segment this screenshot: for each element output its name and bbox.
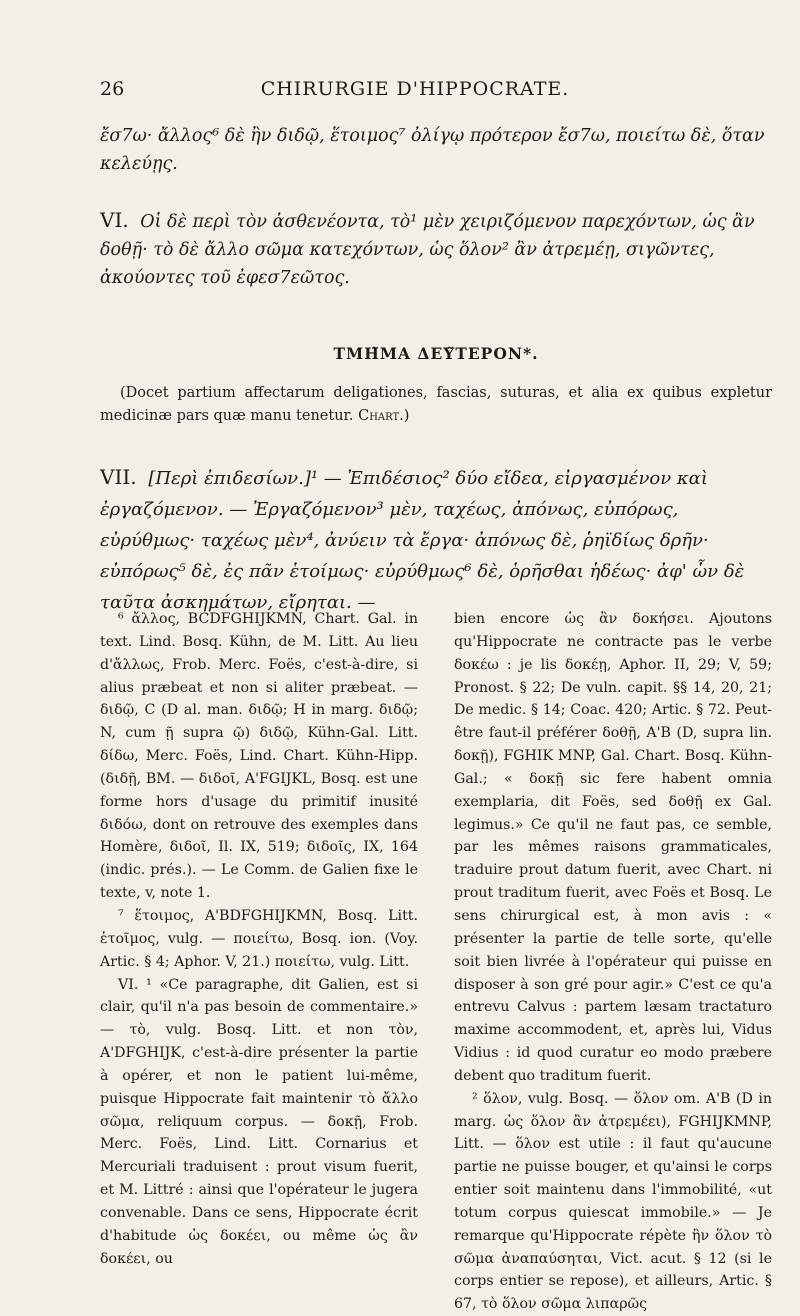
footnotes-right-column [454, 608, 772, 1316]
footnote: ² ὅλον, vulg. Bosq. — ὅλον om. A'B (D in marg. ὡς ὅλον ἂν ἀτρεμέει), FGHIJKMNP, Litt. — ὅλον est utile : il faut qu'aucune partie ne puisse bouger, et qu'ainsi le corps entier soit maintenu dans l'immobilité, «ut totum corpus quiescat immobile.» — Je remarque qu'Hippocrate répète ἢν ὅλον τὸ σῶμα ἀναπαύσηται, Vict. acut. § 12 (si le corps entier se repose), et ailleurs, Artic. § 67, τὸ ὅλον σῶμα λιπαρῶς [454, 1090, 772, 1313]
section-note-text: (Docet partium affectarum deligationes, fascias, suturas, et alia ex quibus expletur medicinæ pars quæ manu tenetur. [100, 385, 772, 424]
running-head: CHIRURGIE D'HIPPOCRATE. [260, 78, 570, 100]
section-note-chart: Chart. [358, 408, 404, 424]
footnotes [100, 608, 772, 1316]
greek-paragraph-1: ἔσ7ω· ἄλλος⁶ δὲ ἢν διδῷ, ἕτοιμος⁷ ὀλίγῳ πρότερον ἔσ7ω, ποιείτω δὲ, ὅταν κελεύῃς. [100, 126, 765, 174]
footnote: VI. ¹ «Ce paragraphe, dit Galien, est si clair, qu'il n'a pas besoin de commentaire.» — τὸ, vulg. Bosq. Litt. et non τὸν, A'DFGHIJK, c'est-à-dire présenter la partie à opérer, et non le patient lui-même, puisque Hippocrate fait maintenir τὸ ἄλλο σῶμα, reliquum corpus. — δοκῇ, Frob. Merc. Foës, Lind. Litt. Cornarius et Mercuriali traduisent : prout visum fuerit, et M. Littré : ainsi que l'opérateur le jugera convenable. Dans ce sens, Hippocrate écrit d'habitude ὡς δοκέει, ou même ὡς ἂν δοκέει, ou [100, 976, 418, 1267]
section-note-end: ) [403, 408, 410, 424]
page-header [100, 78, 770, 108]
section-note [100, 382, 772, 428]
footnotes-left-column [100, 608, 418, 1316]
section-vi [100, 206, 772, 292]
section-vi-text: Οἱ δὲ περὶ τὸν ἀσθενέοντα, τὸ¹ μὲν χειριζόμενον παρεχόντων, ὡς ἂν δοθῇ· τὸ δὲ ἄλλο σῶμα κατεχόντων, ὡς ὅλον² ἂν ἀτρεμέῃ, σιγῶντες, ἀκούοντες τοῦ ἐφεσ7εῶτος. [100, 212, 755, 288]
footnote: ⁷ ἕτοιμος, A'BDFGHIJKMN, Bosq. Litt. ἑτοῖμος, vulg. — ποιείτω, Bosq. ion. (Voy. Artic. § 4; Aphor. V, 21.) ποιείτω, vulg. Litt. [100, 907, 418, 970]
section-vii-text: [Περὶ ἐπιδεσίων.]¹ — Ἐπιδέσιος² δύο εἴδεα, εἰργασμένον καὶ ἐργαζόμενον. — Ἐργαζόμενον³ μὲν, ταχέως, ἀπόνως, εὐπόρως, εὐρύθμως· ταχέως μὲν⁴, ἀνύειν τὰ ἔργα· ἀπόνως δὲ, ῥηϊδίως δρῆν· εὐπόρως⁵ δὲ, ἐς πᾶν ἑτοίμως· εὐρύθμως⁶ δὲ, ὁρῆσθαι ἡδέως· ἀφ' ὧν δὲ ταῦτα ἀσκημάτων, εἴρηται. — [100, 468, 745, 613]
footnote: bien encore ὡς ἂν δοκήσει. Ajoutons qu'Hippocrate ne contracte pas le verbe δοκέω : je lis δοκέῃ, Aphor. II, 29; V, 59; Pronost. § 22; De vuln. capit. §§ 14, 20, 21; De medic. § 14; Coac. 420; Artic. § 72. Peut-être faut-il préférer δοθῇ, A'B (D, supra lin. δοκῇ), FGHIK MNP, Gal. Chart. Bosq. Kühn-Gal.; « δοκῇ sic fere habent omnia exemplaria, dit Foës, sed δοθῇ ex Gal. legimus.» Ce qu'il ne faut pas, ce semble, par les mêmes raisons grammaticales, traduire prout datum fuerit, avec Chart. ni prout traditum fuerit, avec Foës et Bosq. Le sens chirurgical est, à mon avis : « présenter la partie de telle sorte, qu'elle soit bien livrée à l'opérateur qui puisse en disposer à son gré pour agir.» C'est ce qu'a entrevu Calvus : partem læsam tractaturo maxime accommodent, et, après lui, Vidus Vidius : id quod curatur eo modo præbere debent quo traditum fuerit. [454, 611, 772, 1084]
section-vii [100, 462, 772, 618]
page-number: 26 [100, 78, 125, 100]
section-vii-number: VII. [100, 465, 137, 489]
section-vi-number: VI. [100, 208, 129, 232]
section-heading: ΤΜΗ̃ΜΑ ΔΕΥ̃ΤΕΡΟΝ*. [333, 344, 539, 363]
footnote: ⁶ ἄλλος, BCDFGHIJKMN, Chart. Gal. in text. Lind. Bosq. Kühn, de M. Litt. Au lieu d'ἄλλως, Frob. Merc. Foës, c'est-à-dire, si alius præbeat et non si aliter præbeat. — διδῷ, C (D al. man. διδῷ; H in marg. διδῷ; N, cum ῇ supra ῷ) διδῷ, Kühn-Gal. Litt. δίδω, Merc. Foës, Lind. Chart. Kühn-Hipp. (διδῇ, BM. — διδοῖ, A'FGIJKL, Bosq. est une forme hors d'usage du primitif inusité διδόω, dont on retrouve des exemples dans Homère, διδοῖ, Il. IX, 519; διδοῖς, IX, 164 (indic. prés.). — Le Comm. de Galien fixe le texte, v, note 1. [100, 611, 418, 902]
